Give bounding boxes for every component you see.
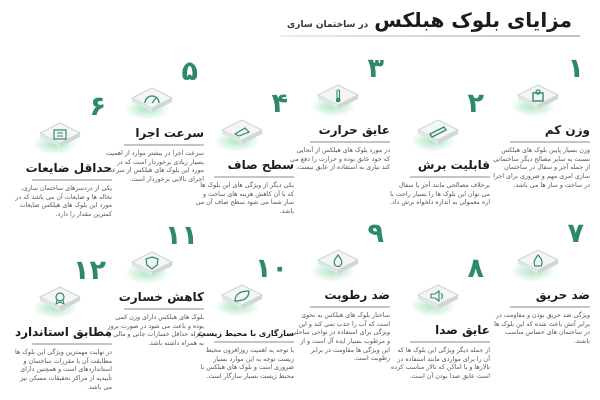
feature-title: مطابق استاندارد (14, 325, 112, 339)
weight-icon (528, 89, 548, 103)
feature-description: بلوک های هبلکس دارای وزن کمی بوده و باعث می شود در صورت بروز زلزله حداقل خسارات جانی و مالی را به همراه داشته باشد. (106, 314, 204, 348)
feature-title: عایق صدا (435, 323, 490, 337)
title-underline (510, 141, 590, 143)
feature-title: قابلیت برش (417, 158, 490, 172)
header-rule (280, 35, 580, 37)
feature-card-7 (478, 220, 590, 390)
feature-description: وزن بسیار پایین بلوک های هبلکس نسبت به سایر مصالح دیگر ساختمانی از جمله آجر و سفال در ساختمان سازی امری مهم و ضروری برای اجرا در ساخت و ساز ها می باشد. (493, 147, 590, 189)
feature-title: حداقل ضایعات (25, 161, 112, 175)
feature-card-1 (478, 55, 590, 225)
feature-description: با توجه به اهمیت روزافزون محیط زیست توجه به این موارد بسیار ضروری است و بلوک های هبلکس با محیط زیست بسیار سازگار است. (200, 347, 294, 381)
feature-number: ۳ (367, 53, 384, 84)
water-icon (328, 254, 348, 268)
title-underline (310, 306, 390, 308)
feature-number: ۱۲ (73, 255, 106, 286)
title-underline (214, 176, 294, 178)
feature-description: یکی از دردسرهای ساختمان سازی، نخاله ها و ضایعات آن می باشد که در مورد این بلوک های هبلکس ضایعات کمترین مقدار را دارد. (15, 185, 112, 219)
fire-icon (528, 254, 548, 268)
feature-number: ۸ (467, 253, 484, 284)
waste-icon (50, 127, 70, 141)
feature-card-2 (378, 90, 490, 260)
feature-title: کاهش خسارت (118, 290, 204, 304)
title-underline (32, 179, 112, 181)
feature-title: سرعت اجرا (135, 126, 204, 140)
feature-number: ۹ (367, 218, 384, 249)
title-underline (32, 343, 112, 345)
feature-number: ۷ (567, 218, 584, 249)
title-underline (310, 141, 390, 143)
feature-description: سرعت اجرا در بیشتر موارد از اهمیت بسیار زیادی برخوردار است که در مورد این بلوک های هبلکس از سرعت اجرای بالایی برخوردار است. (106, 150, 204, 184)
feature-number: ۴ (271, 88, 288, 119)
page-subtitle: در ساختمان سازی (287, 20, 369, 30)
feature-number: ۱۱ (165, 220, 198, 251)
feature-title: وزن کم (544, 123, 590, 137)
feature-description: در مورد بلوک های هبلکس از آنجایی که خود عایق بوده و حرارت را دفع می کند نیازی به استفاده از عایق نیست. (290, 147, 390, 172)
feature-title: ضد حریق (535, 288, 590, 302)
badge-icon (50, 291, 70, 305)
feature-card-9 (278, 220, 390, 390)
speed-icon (142, 92, 162, 106)
feature-description: ساختار بلوک های هبلکس به نحوی است که آب را جذب نمی کند و این ویژگی برای استفاده در نواحی ساحلی و مرطوب بسیار ایده آل است و از این ویژگی ها مقاومت در برابر رطوبت است. (291, 312, 390, 363)
feature-description: از جمله دیگر ویژگی این بلوک ها که آن را برای مواردی مانند استفاده در تالارها و یا اماکن که تالار مناسب کرده است عایق صدا بودن آن است. (390, 347, 490, 381)
feature-description: برخلاف مصالحی مانند آجر یا سفال می توان این بلوک ها را بسیار راحت با اره معمولی به اندازه دلخواه برش داد. (390, 182, 490, 207)
feature-number: ۵ (181, 56, 198, 87)
feature-number: ۱ (567, 53, 584, 84)
feature-title: عایق حرارت (318, 123, 390, 137)
feature-card-8 (378, 255, 490, 400)
feature-title: سازگاری با محیط زیست (197, 329, 294, 338)
title-underline (124, 308, 204, 310)
thermometer-icon (328, 89, 348, 103)
feature-description: در نهایت مهمترین ویژگی این بلوک ها مطابقت آن با مقررات ساختمان و استانداردهای است و همچنین دارای تأییدیه از مراکز تحقیقات مسکن نیز می باشد. (15, 349, 112, 391)
feature-description: یکی دیگر از ویژگی های این بلوک ها که با آن کاهش هزینه های ساخت و ساز شما می شود سطح صاف آن می باشد. (195, 182, 294, 216)
feature-description: ویژگی ضد حریق بودن و مقاومت در برابر آتش باعث شده که این بلوک ها در ساختمان های حساس مناسب باشند. (494, 312, 590, 346)
page-header (287, 8, 572, 32)
title-underline (124, 144, 204, 146)
title-underline (214, 341, 294, 343)
title-underline (410, 341, 490, 343)
feature-number: ۲ (467, 88, 484, 119)
feature-title: سطح صاف (227, 158, 294, 172)
feature-number: ۱۰ (255, 253, 288, 284)
shield-icon (142, 256, 162, 270)
feature-number: ۶ (89, 91, 106, 122)
saw-icon (428, 124, 448, 138)
feature-card-3 (278, 55, 390, 225)
sound-icon (428, 289, 448, 303)
title-underline (510, 306, 590, 308)
leaf-icon (232, 289, 252, 303)
title-underline (410, 176, 490, 178)
feature-card-12 (0, 257, 112, 400)
trowel-icon (232, 124, 252, 138)
feature-title: ضد رطوبت (324, 288, 390, 302)
page-title: مزایای بلوک هبلکس (374, 8, 572, 32)
